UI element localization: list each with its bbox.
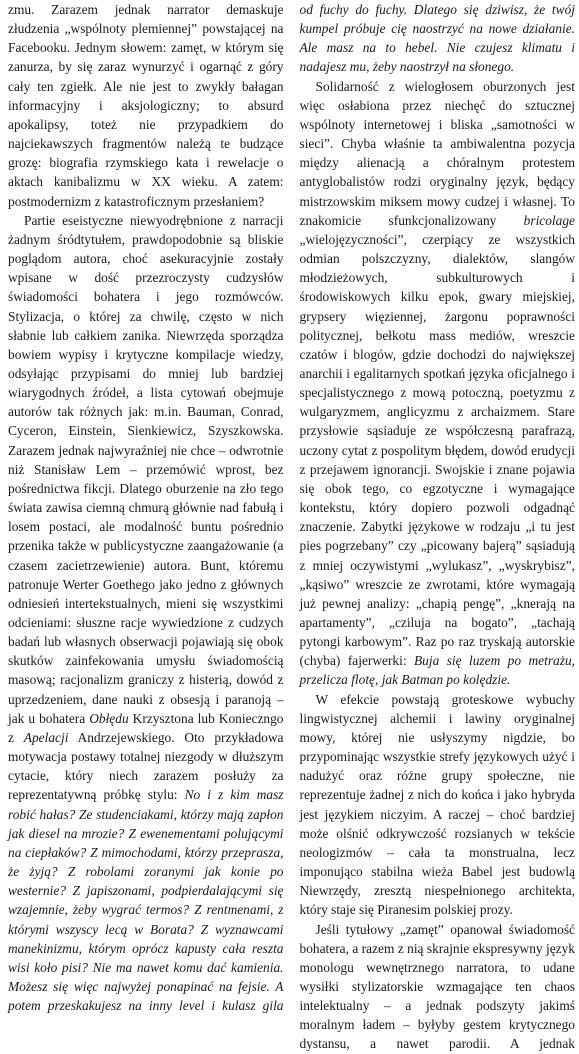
text-column-right: [299, 0, 576, 1052]
quotation: Buja się luzem po metrażu, przelicza flotę, jak Batman po kolędzie.: [299, 653, 575, 688]
italic-term: bricolage: [523, 212, 575, 228]
quotation: No i z kim masz robić hałas? Ze studenciakami, którzy mają zapłon jak diesel na mrozie? Z ewenementami polującymi na ciepłaków? Z mimochodami, którzy przeprasza, że żyją? Z robolami zoranymi jak konie po westernie? Z japiszonami, podpierdalającymi się wzajemnie, żeby wygrać termos? Z rentmenami, z którymi wszyscy lecą w Borata? Z wyznawcami manekinizmu, którym oprócz kapusty cała reszta wisi koło pisi? Nie ma nawet komu dać kamienia. Możesz się więc najwyżej ponapinać na fejsie. A potem przeskakujesz na inny level i kulasz gila: [8, 787, 284, 1014]
text-column-left: [8, 0, 284, 1014]
text-segment: zmu. Zarazem jednak narrator demaskuje złudzenia „wspólnoty plemiennej” powstającej na Facebooku. Jednym słowem: zamęt, w którym się zanurza, by się zaraz wynurzyć i ogarnąć z góry cały ten zgiełk. Ale nie jest to zwykły bałagan informacyjny i aksjologiczny; to absurd apokalipsy, toteż nie przypadkiem do najciekawszych fragmentów należą te budzące grozę: biografia rzymskiego kata i rewelacje o aktach kanibalizmu w XX wieku. A zatem: postmodernizm z katastroficznym przesłaniem?: [8, 2, 284, 209]
text-segment: Partie eseistyczne niewyodrębnione z narracji żadnym śródtytułem, prawdopodobnie są bliskie poglądom autora, choć asekuracyjnie zostały wpisane w dość przezroczysty cudzysłów świadomości bohatera i jego rozmówców. Stylizacja, o której za chwilę, często w nich słabnie lub całkiem zanika. Niewrzęda sporządza bowiem wypisy i krytyczne kompilacje wiedzy, odsyłając przypisami do mniej lub bardziej wiarygodnych źródeł, a lista cytowań obejmuje autorów tak różnych jak: m.in. Bauman, Conrad, Cyceron, Einstein, Sienkiewicz, Szyszkowska. Zarazem jednak najwyraźniej nie chce – odwrotnie niż Stanisław Lem – przemówić wprost, bez pośrednictwa fikcji. Dlatego oburzenie na zło tego świata zawisa ciemną chmurą głównie nad fabułą i losem postaci, ale modalność buntu pośrednio przenika także w publicystyczne zaangażowanie (a czasem zacietrzewienie) autora. Bunt, któremu patronuje Werter Goethego jako jedno z głównych odniesień intertekstualnych, mieni się wszystkimi odcieniami: słuszne racje wywiedzione z cudzych badań lub własnych obserwacji pojawiają się obok skutków zainfekowania umysłu świadomością masową; racjonalizm graniczy z histerią, dowód z uprzedzeniem, dane nauki z obsesją i paranoją – jak u bohatera: [8, 212, 284, 726]
paragraph: [8, 0, 284, 211]
text-segment: W efekcie powstają groteskowe wybuchy lingwistycznej alchemii i lawiny oryginalnej mowy, której nie usłyszymy nigdzie, bo przypominając wszystkie strefy językowych użyć i nadużyć oraz różne grupy społeczne, nie reprezentuje żadnej z nich do końca i jako hybryda jest językiem niczyim. A raczej – choć bardziej może olśnić odkrywczość rozsianych w tekście neologizmów – cała ta monstrualna, lecz imponująco stabilna wieża Babel jest budowlą Niewrzędy, zresztą niespełnionego architekta, który staje się Piranesim polskiej prozy.: [299, 691, 575, 918]
text-segment: Andrzejewskiego. Oto przykładowa motywacja postawy totalnej niezgody w dłuższym cytacie, który niech zarazem posłuży za reprezentatywną próbkę stylu:: [8, 729, 284, 803]
book-title: Obłędu: [89, 710, 129, 726]
quotation: od fuchy do fuchy. Dlatego się dziwisz, że twój kumpel próbuje cię naostrzyć na nowe działanie. Ale masz na to hebel. Nie czujesz klimatu i nadajesz mu, żeby naostrzył na słonego.: [299, 2, 575, 75]
paragraph: [300, 77, 576, 690]
text-segment: Jeśli tytułowy „zamęt” opanował świadomość bohatera, a razem z nią skrajnie ekspresywny język monologu wewnętrznego narratora, to udane wysiłki stylizatorskie wzmagające ten chaos intelektualny – a jednak podszyty jakimś moralnym ładem – byłyby gestem krytycznego dystansu, a nawet parodii. A jednak: [299, 921, 575, 1052]
paragraph: [300, 0, 576, 77]
text-segment: Solidarność z wielogłosem oburzonych jest więc osłabiona przez niechęć do sztucznej wspólnoty internetowej i bliska „samotności w sieci”. Chyba właśnie ta ambiwalentna pozycja między alienacją a chóralnym protestem antyglobalistów rodzi oryginalny język, będący mistrzowskim miksem mowy cudzej i własnej. To znakomicie sfunkcjonalizowany: [299, 78, 575, 228]
text-segment: Krzysztona lub Konieczngo z: [8, 710, 284, 745]
paragraph: [300, 690, 576, 920]
book-title: Apelacji: [23, 729, 69, 745]
paragraph: [300, 920, 576, 1054]
text-segment: „wielojęzyczności”, czerpiący ze wszystkich odmian polszczyzny, dialektów, slangów młodzieżowych, subkulturowych i środowiskowych kilku epok, gwary miejskiej, grypsery więziennej, żargonu poprawności politycznej, bełkotu mass mediów, wreszcie czatów i blogów, gdzie dochodzi do największej anarchii i egalitarnych spotkań języka oficjalnego i specjalistycznego z mową potoczną, poetyzmu z wulgaryzmem, anglicyzmu z archaizmem. Stare przysłowie sąsiaduje ze współczesną parafrazą, uczony cytat z pospolitym błędem, dowód erudycji z przejawem ignorancji. Swojskie i znane pojawia się obok tego, co egzotyczne i wymagające kontekstu, który dopiero pozwoli odgadnąć znaczenie. Zabytki językowe w rodzaju „i tu jest pies pogrzebany” czy „picowany bajerą” sąsiadują z mniej oczywistymi „wylukasz”, „wyskrybisz”, „kąsiwo” wreszcie ze zwrotami, które wymagają już pewnej analizy: „chapią pengę”, „knerają na apartamenty”, „cziluja na bogato”, „tachają pytongi karbowym”. Raz po raz tryskają autorskie (chyba) fajerwerki:: [299, 231, 575, 669]
paragraph: [8, 211, 284, 1016]
